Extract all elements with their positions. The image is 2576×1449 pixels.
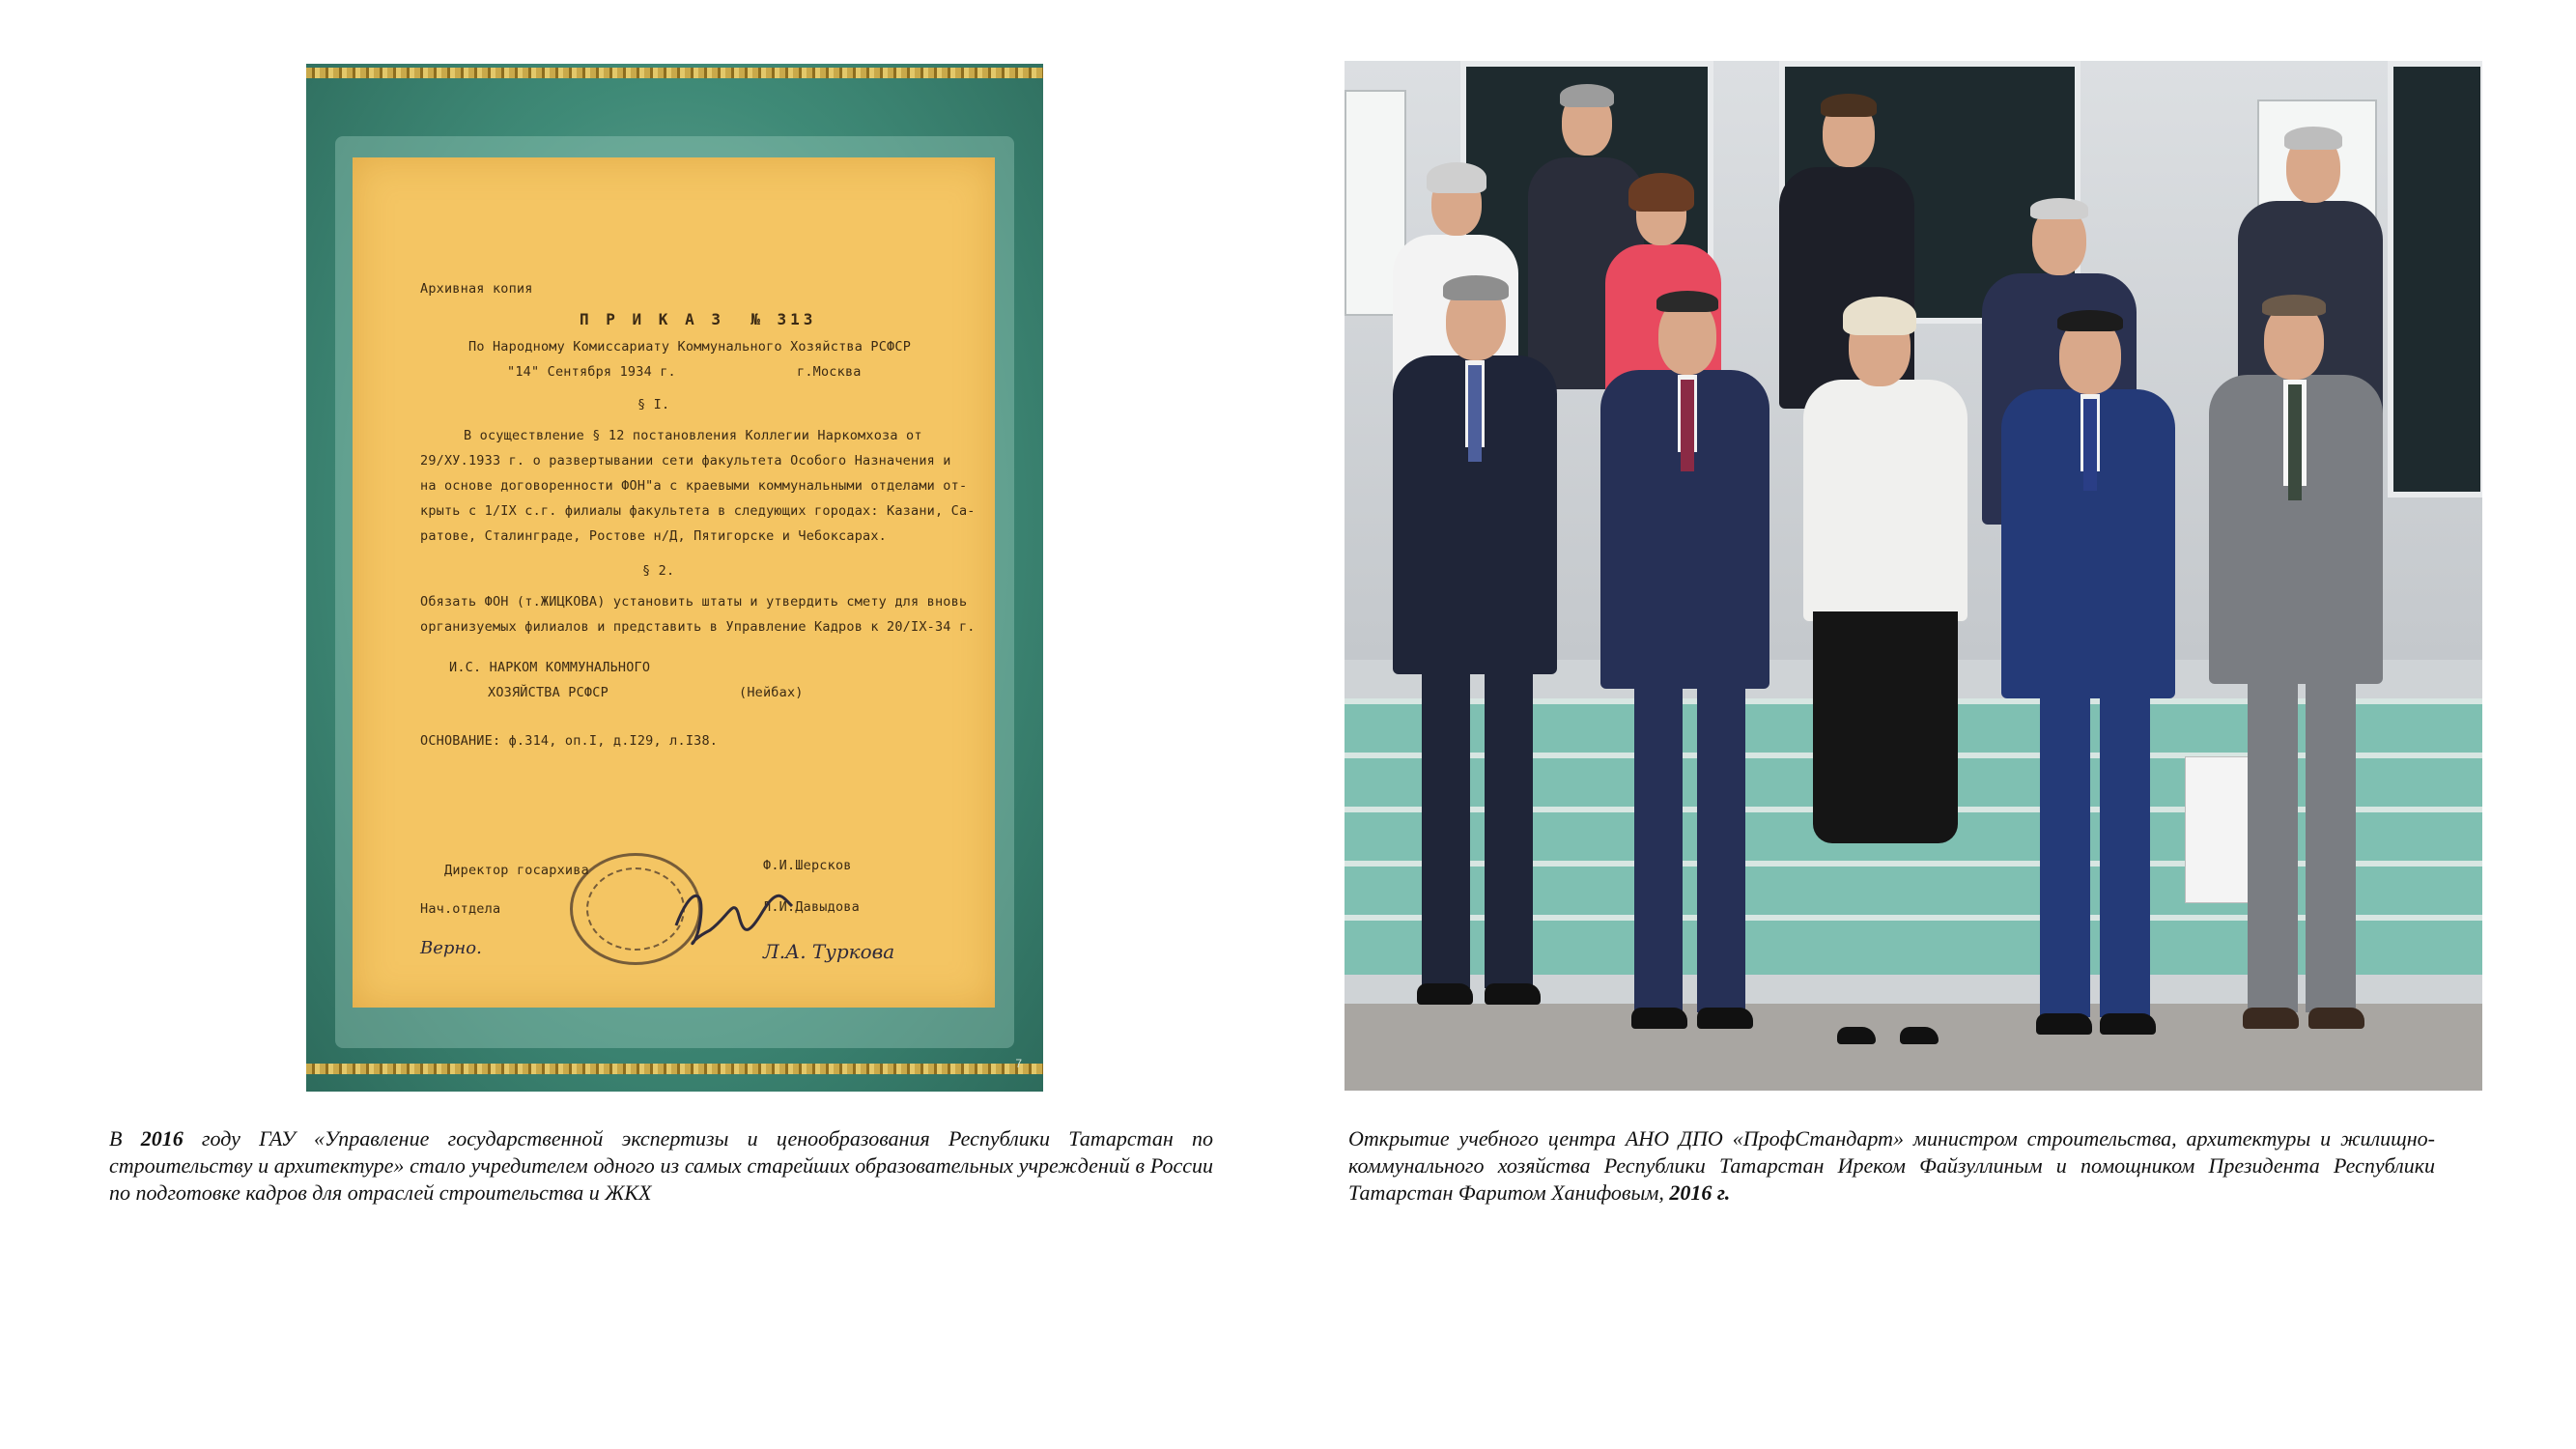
signatory-title-line1: И.С. НАРКОМ КОММУНАЛЬНОГО <box>449 660 651 675</box>
order-city: г.Москва <box>797 364 862 380</box>
left-caption-year: 2016 <box>140 1126 184 1151</box>
right-caption: Открытие учебного центра АНО ДПО «ПрофСтандарт» министром строительства, архитектуры и жилищно-коммунального хозяйства Республики Татарстан Иреком Файзуллиным и помощником Президента Республики Татарстан Фаритом Ханифовым, 2016 г. <box>1348 1126 2435 1205</box>
signatory-name: (Нейбах) <box>739 685 804 700</box>
frame-page-number: 7 <box>1015 1057 1022 1070</box>
dept-head-name: Л.И.Давыдова <box>763 899 860 915</box>
director-label: Директор госархива <box>444 863 589 878</box>
gold-border-bottom <box>306 1064 1043 1074</box>
section1-line: на основе договоренности ФОН"а с краевыми коммунальными отделами от- <box>420 478 968 494</box>
order-date: "14" Сентября 1934 г. <box>507 364 676 380</box>
section1-mark: § I. <box>637 397 670 412</box>
right-caption-year: 2016 г. <box>1669 1180 1731 1205</box>
verified-note: Верно. <box>420 938 482 958</box>
gold-border-top <box>306 68 1043 78</box>
order-subtitle: По Народному Комиссариату Коммунального Хозяйства РСФСР <box>468 339 912 355</box>
signatory-title-line2: ХОЗЯЙСТВА РСФСР <box>488 685 609 700</box>
left-caption: В 2016 году ГАУ «Управление государственной экспертизы и ценообразования Республики Татарстан по строительству и архитектуре» стало учредителем одного из самых старейших образовательных учреждений в России по подготовке кадров для отраслей строительства и ЖКХ <box>109 1126 1213 1205</box>
director-name: Ф.И.Шерсков <box>763 858 852 873</box>
section2-mark: § 2. <box>642 563 675 579</box>
section1-line: ратове, Сталинграде, Ростове н/Д, Пятигорске и Чебоксарах. <box>420 528 888 544</box>
group-photo <box>1345 61 2482 1091</box>
archival-document-frame <box>306 64 1043 1092</box>
section2-line: организуемых филиалов и представить в Управление Кадров к 20/IX-34 г. <box>420 619 976 635</box>
building-window <box>2388 61 2482 497</box>
section2-line: Обязать ФОН (т.ЖИЦКОВА) установить штаты и утвердить смету для вновь <box>420 594 968 610</box>
archive-copy-note: Архивная копия <box>420 281 533 297</box>
verified-signature: Л.А. Туркова <box>763 940 895 963</box>
handwritten-signature <box>671 877 797 954</box>
order-basis: ОСНОВАНИЕ: ф.314, оп.I, д.I29, л.I38. <box>420 733 719 749</box>
section1-line: В осуществление § 12 постановления Коллегии Наркомхоза от <box>464 428 922 443</box>
archival-order-sheet <box>353 157 995 1008</box>
order-title: П Р И К А З № 313 <box>580 310 817 328</box>
dept-head-label: Нач.отдела <box>420 901 501 917</box>
section1-line: 29/ХУ.1933 г. о развертывании сети факультета Особого Назначения и <box>420 453 951 469</box>
section1-line: крыть с 1/IX с.г. филиалы факультета в следующих городах: Казани, Са- <box>420 503 976 519</box>
